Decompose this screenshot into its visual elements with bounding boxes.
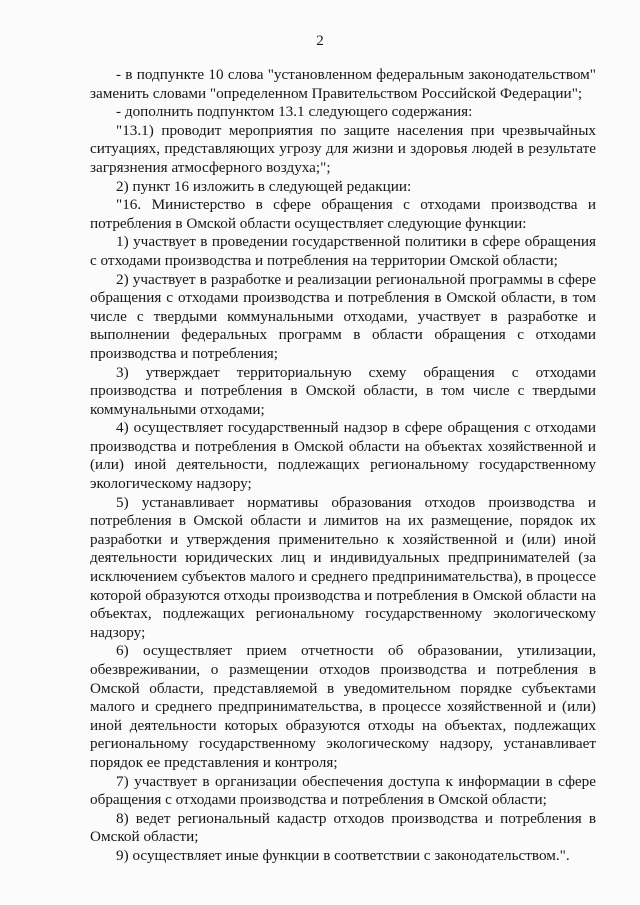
paragraph-point-16-intro: 2) пункт 16 изложить в следующей редакции: xyxy=(116,177,412,195)
paragraph-subpoint-13-1-text: "13.1) проводит мероприятия по защите населения при чрезвычайных ситуациях, представляющих угрозу для жизни и здоровья людей в результате загрязнения атмосферного воздуха;"; xyxy=(90,121,596,176)
list-item-function-2: 2) участвует в разработке и реализации региональной программы в сфере обращения с отходами производства и потребления в Омской области, в том числе с твердыми коммунальными отходами, участвует в разработке и выполнении федеральных программ в области обращения с отходами производства и потребления; xyxy=(90,270,596,362)
paragraph-amend-subpoint-10: - в подпункте 10 слова "установленном федеральным законодательством" заменить словами "определенном Правительством Российской Федерации"; xyxy=(90,66,596,102)
list-item-function-6: 6) осуществляет прием отчетности об образовании, утилизации, обезвреживании, о размещении отходов производства и потребления в Омской области, представляемой в уведомительном порядке субъектами малого и среднего предпринимательства, в процессе хозяйственной и (или) иной деятельности которых образуются отходы на объектах, подлежащих региональному государственному экологическому надзору, устанавливает порядок ее представления и контроля; xyxy=(90,642,596,771)
document-body xyxy=(90,66,596,866)
page-number: 2 xyxy=(316,33,324,49)
list-item-function-1: 1) участвует в проведении государственной политики в сфере обращения с отходами производства и потребления на территории Омской области; xyxy=(90,233,596,269)
list-item-function-5: 5) устанавливает нормативы образования отходов производства и потребления в Омской области и лимитов на их размещение, порядок их разработки и утверждения применительно к хозяйственной и (или) иной деятельности юридических лиц и индивидуальных предпринимателей (за исключением субъектов малого и среднего предпринимательства), в процессе которой образуются отходы производства и потребления в Омской области на объектах, подлежащих региональному государственному экологическому надзору; xyxy=(90,493,596,641)
list-item-function-8: 8) ведет региональный кадастр отходов производства и потребления в Омской области; xyxy=(90,809,596,846)
list-item-function-9: 9) осуществляет иные функции в соответствии с законодательством.". xyxy=(116,846,570,864)
list-item-function-7: 7) участвует в организации обеспечения доступа к информации в сфере обращения с отходами производства и потребления в Омской области; xyxy=(90,772,596,809)
paragraph-point-16-text: "16. Министерство в сфере обращения с отходами производства и потребления в Омской области осуществляет следующие функции: xyxy=(90,196,596,232)
list-item-function-4: 4) осуществляет государственный надзор в сфере обращения с отходами производства и потребления в Омской области на объектах хозяйственной и (или) иной деятельности, подлежащих региональному государственному экологическому надзору; xyxy=(90,419,596,493)
paragraph-add-subpoint-13-1: - дополнить подпунктом 13.1 следующего содержания: xyxy=(116,103,473,121)
list-item-function-3: 3) утверждает территориальную схему обращения с отходами производства и потребления в Омской области, в том числе с твердыми коммунальными отходами; xyxy=(90,363,596,418)
